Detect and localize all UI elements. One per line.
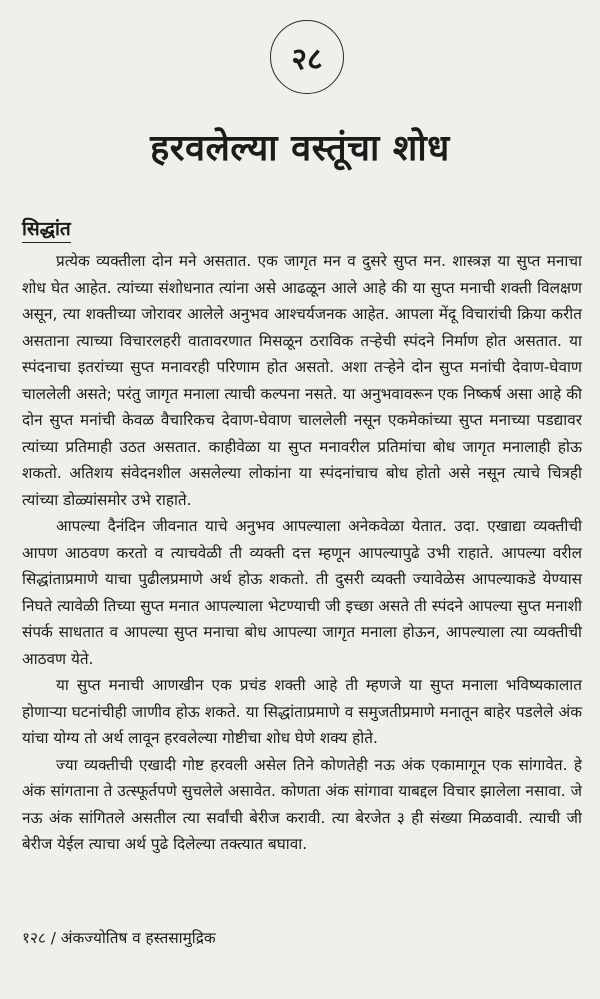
chapter-title: हरवलेल्या वस्तूंचा शोध	[150, 128, 450, 169]
chapter-number-badge	[270, 20, 344, 94]
paragraph: आपल्या दैनंदिन जीवनात याचे अनुभव आपल्याला अनेकवेळा येतात. उदा. एखाद्या व्यक्तीची आपण आठवण करतो व त्याचवेळी ती व्यक्ती दत्त म्हणून आपल्यापुढे उभी राहाते. आपल्या वरील सिद्धांताप्रमाणे याचा पुढीलप्रमाणे अर्थ होऊ शकतो. ती दुसरी व्यक्ती ज्यावेळेस आपल्याकडे येण्यास निघते त्यावेळी तिच्या सुप्त मनात आपल्याला भेटण्याची जी इच्छा असते ती स्पंदने आपल्या सुप्त मनाशी संपर्क साधतात व आपल्या सुप्त मनाचा बोध आपल्या जागृत मनाला होऊन, आपल्याला त्या व्यक्तीची आठवण येते.	[22, 517, 582, 668]
paragraph: या सुप्त मनाची आणखीन एक प्रचंड शक्ती आहे ती म्हणजे या सुप्त मनाला भविष्यकालात होणाऱ्या घटनांचीही जाणीव होऊ शकते. या सिद्धांताप्रमाणे व समुजतीप्रमाणे मनातून बाहेर पडलेले अंक यांचा योग्य तो अर्थ लावून हरवलेल्या गोष्टीचा शोध घेणे शक्य होते.	[22, 676, 582, 747]
page-number: १२८	[22, 929, 46, 947]
chapter-number: २८	[291, 41, 323, 77]
section-heading: सिद्धांत	[22, 216, 71, 243]
page-footer	[22, 928, 216, 948]
paragraph: ज्या व्यक्तीची एखादी गोष्ट हरवली असेल तिने कोणतेही नऊ अंक एकामागून एक सांगावेत. हे अंक सांगताना ते उत्स्फूर्तपणे सुचलेले असावेत. कोणता अंक सांगावा याबद्दल विचार झालेला नसावा. जे नऊ अंक सांगितले असतील त्या सर्वांची बेरीज करावी. त्या बेरजेत ३ ही संख्या मिळवावी. त्याची जी बेरीज येईल त्याचा अर्थ पुढे दिलेल्या तक्त्यात बघावा.	[22, 755, 582, 853]
body-text	[22, 248, 582, 858]
footer-separator: /	[50, 929, 56, 947]
paragraph: प्रत्येक व्यक्तीला दोन मने असतात. एक जागृत मन व दुसरे सुप्त मन. शास्त्रज्ञ या सुप्त मनाचा शोध घेत आहेत. त्यांच्या संशोधनात त्यांना असे आढळून आले आहे की या सुप्त मनाची शक्ती विलक्षण असून, त्या शक्तीच्या जोरावर आलेले अनुभव आश्चर्यजनक आहेत. आपला मेंदू विचारांची क्रिया करीत असताना त्याच्या विचारलहरी वातावरणात मिसळून ठराविक तऱ्हेची स्पंदने निर्माण होत असतात. या स्पंदनाचा इतरांच्या सुप्त मनावरही परिणाम होत असतो. अशा तऱ्हेने दोन सुप्त मनांची देवाण-घेवाण चाललेली असते; परंतु जागृत मनाला त्याची कल्पना नसते. या अनुभवावरून एक निष्कर्ष असा आहे की दोन सुप्त मनांची केवळ वैचारिकच देवाण-घेवाण चाललेली नसून एकमेकांच्या सुप्त मनाच्या पडद्यावर त्यांच्या प्रतिमाही उठत असतात. काहीवेळा या सुप्त मनावरील प्रतिमांचा बोध जागृत मनालाही होऊ शकतो. अतिशय संवेदनशील असलेल्या लोकांना या स्पंदनांचाच बोध होतो असे नसून त्याचे चित्रही त्यांच्या डोळ्यांसमोर उभे राहाते.	[22, 252, 582, 509]
book-title: अंकज्योतिष व हस्तसामुद्रिक	[60, 929, 216, 947]
